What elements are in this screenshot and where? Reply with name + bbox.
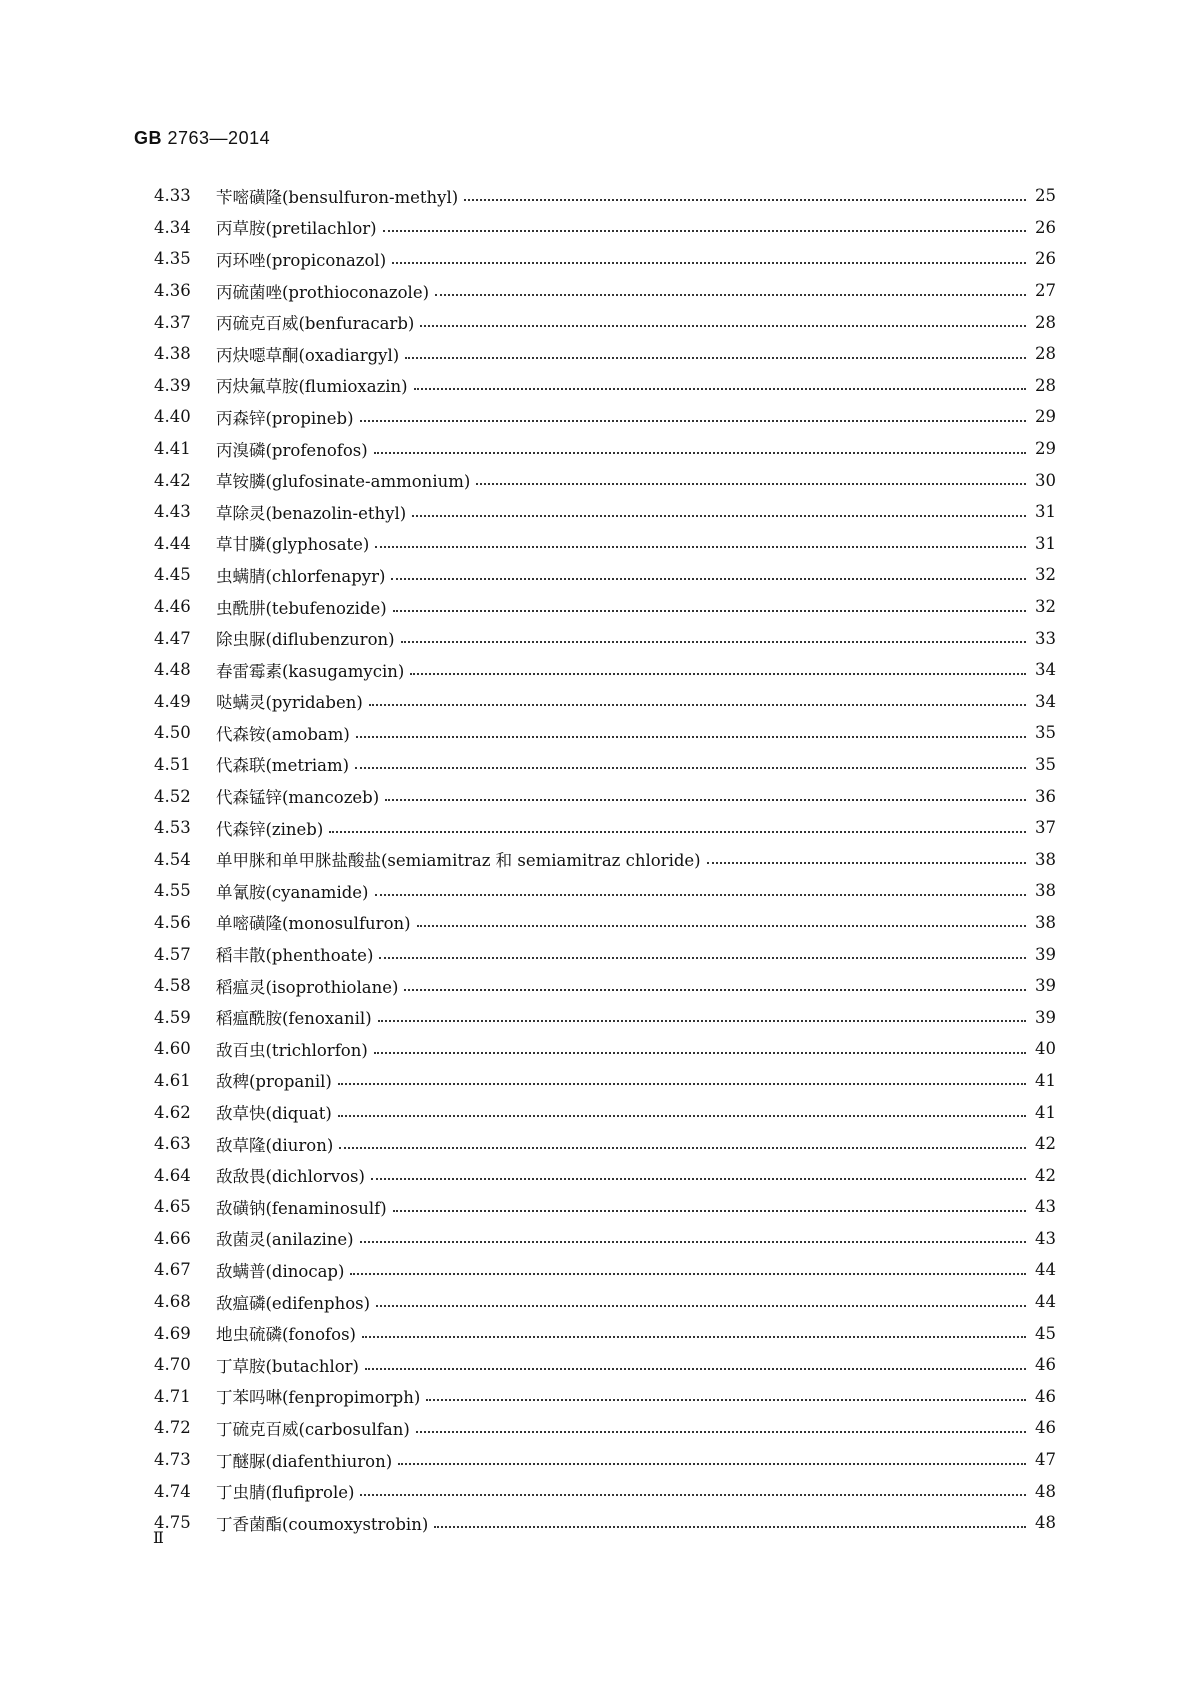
standard-number: 2763—2014 (167, 128, 271, 148)
toc-entry-page[interactable]: 31 (1035, 533, 1056, 553)
toc-entry[interactable] (154, 1317, 1056, 1349)
toc-entry-number: 4.44 (154, 533, 191, 553)
toc-entry-page[interactable]: 39 (1035, 976, 1056, 996)
toc-entry[interactable] (154, 1286, 1056, 1318)
toc-entry-page[interactable]: 29 (1035, 407, 1056, 427)
dot-leader (376, 1305, 1026, 1307)
dot-leader (355, 767, 1026, 769)
toc-entry[interactable] (154, 1033, 1056, 1065)
toc-entry-page[interactable]: 46 (1035, 1386, 1056, 1406)
toc-entry[interactable] (154, 622, 1056, 654)
toc-entry[interactable] (154, 843, 1056, 875)
toc-entry-number: 4.57 (154, 944, 191, 964)
dot-leader (350, 1273, 1026, 1275)
toc-entry-title[interactable]: 敌敌畏(dichlorvos) (216, 1167, 365, 1187)
toc-entry-number: 4.69 (154, 1323, 191, 1343)
dot-leader (360, 1494, 1026, 1496)
toc-entry-page[interactable]: 42 (1035, 1134, 1056, 1154)
toc-entry[interactable] (154, 686, 1056, 718)
dot-leader (426, 1399, 1026, 1401)
toc-entry-page[interactable]: 38 (1035, 912, 1056, 932)
toc-entry-number: 4.54 (154, 849, 191, 869)
toc-entry-number: 4.67 (154, 1260, 191, 1280)
toc-entry-page[interactable]: 43 (1035, 1228, 1056, 1248)
toc-entry-title[interactable]: 丙森锌(propineb) (216, 408, 354, 428)
toc-entry-number: 4.71 (154, 1386, 191, 1406)
toc-entry-page[interactable]: 28 (1035, 312, 1056, 332)
toc-entry-title[interactable]: 丁虫腈(flufiprole) (216, 1483, 355, 1503)
toc-entry[interactable] (154, 1096, 1056, 1128)
toc-entry-page[interactable]: 41 (1035, 1102, 1056, 1122)
dot-leader (371, 1178, 1026, 1180)
toc-entry[interactable] (154, 433, 1056, 465)
dot-leader (338, 1115, 1026, 1117)
toc-entry-title[interactable]: 虫螨腈(chlorfenapyr) (216, 566, 386, 586)
dot-leader (393, 610, 1026, 612)
toc-entry-title[interactable]: 代森锌(zineb) (216, 819, 324, 839)
toc-entry-page[interactable]: 40 (1035, 1039, 1056, 1059)
dot-leader (338, 1083, 1026, 1085)
dot-leader (356, 736, 1026, 738)
toc-entry[interactable] (154, 812, 1056, 844)
toc-entry-number: 4.42 (154, 470, 191, 490)
toc-entry[interactable] (154, 1001, 1056, 1033)
toc-entry-title[interactable]: 敌百虫(trichlorfon) (216, 1040, 368, 1060)
dot-leader (374, 452, 1026, 454)
toc-entry-number: 4.39 (154, 375, 191, 395)
dot-leader (417, 925, 1026, 927)
toc-entry-page[interactable]: 44 (1035, 1260, 1056, 1280)
toc-entry-page[interactable]: 47 (1035, 1450, 1056, 1470)
toc-entry[interactable] (154, 1381, 1056, 1413)
toc-entry[interactable] (154, 1349, 1056, 1381)
toc-entry-number: 4.65 (154, 1197, 191, 1217)
toc-entry-page[interactable]: 46 (1035, 1418, 1056, 1438)
toc-entry-title[interactable]: 丙环唑(propiconazol) (216, 250, 387, 270)
dot-leader (374, 1052, 1026, 1054)
toc-entry-title[interactable]: 丙草胺(pretilachlor) (216, 219, 377, 239)
toc-entry-number: 4.53 (154, 818, 191, 838)
dot-leader (434, 1526, 1026, 1528)
toc-entry[interactable] (154, 1412, 1056, 1444)
toc-entry-number: 4.48 (154, 660, 191, 680)
dot-leader (420, 325, 1026, 327)
toc-entry-title[interactable]: 除虫脲(diflubenzuron) (216, 630, 395, 650)
toc-entry-number: 4.36 (154, 281, 191, 301)
toc-entry-number: 4.37 (154, 312, 191, 332)
toc-entry-page[interactable]: 26 (1035, 217, 1056, 237)
dot-leader (416, 1431, 1026, 1433)
toc-entry-number: 4.66 (154, 1228, 191, 1248)
toc-entry-page[interactable]: 35 (1035, 723, 1056, 743)
toc-entry[interactable] (154, 907, 1056, 939)
toc-entry-title[interactable]: 丙硫菌唑(prothioconazole) (216, 282, 430, 302)
dot-leader (385, 799, 1026, 801)
toc-entry-page[interactable]: 46 (1035, 1355, 1056, 1375)
toc-entry[interactable] (154, 559, 1056, 591)
toc-entry-number: 4.55 (154, 881, 191, 901)
toc-entry[interactable] (154, 212, 1056, 244)
toc-entry[interactable] (154, 970, 1056, 1002)
toc-entry-number: 4.63 (154, 1134, 191, 1154)
toc-entry[interactable] (154, 1507, 1056, 1539)
toc-entry[interactable] (154, 370, 1056, 402)
toc-entry-page[interactable]: 42 (1035, 1165, 1056, 1185)
dot-leader (360, 1241, 1026, 1243)
toc-entry-title[interactable]: 苄嘧磺隆(bensulfuron-methyl) (216, 187, 459, 207)
toc-entry-number: 4.38 (154, 344, 191, 364)
dot-leader (707, 862, 1026, 864)
dot-leader (391, 578, 1026, 580)
toc-entry-page[interactable]: 39 (1035, 944, 1056, 964)
dot-leader (464, 199, 1026, 201)
toc-entry-page[interactable]: 43 (1035, 1197, 1056, 1217)
toc-entry-page[interactable]: 29 (1035, 439, 1056, 459)
dot-leader (375, 894, 1027, 896)
toc-entry-title[interactable]: 单嘧磺隆(monosulfuron) (216, 914, 411, 934)
toc-entry-title[interactable]: 稻瘟酰胺(fenoxanil) (216, 1009, 372, 1029)
toc-entry[interactable] (154, 1444, 1056, 1476)
toc-entry[interactable] (154, 1065, 1056, 1097)
toc-entry-page[interactable]: 44 (1035, 1292, 1056, 1312)
toc-entry-number: 4.46 (154, 597, 191, 617)
toc-entry[interactable] (154, 180, 1056, 212)
toc-entry[interactable] (154, 1223, 1056, 1255)
toc-entry[interactable] (154, 717, 1056, 749)
dot-leader (339, 1147, 1026, 1149)
toc-entry[interactable] (154, 749, 1056, 781)
dot-leader (405, 357, 1026, 359)
dot-leader (392, 262, 1026, 264)
toc-entry-number: 4.68 (154, 1292, 191, 1312)
dot-leader (375, 546, 1026, 548)
dot-leader (398, 1463, 1026, 1465)
toc-entry-page[interactable]: 26 (1035, 249, 1056, 269)
toc-entry-title[interactable]: 丁香菌酯(coumoxystrobin) (216, 1514, 429, 1534)
toc-entry-title[interactable]: 敌稗(propanil) (216, 1072, 332, 1092)
toc-entry-title[interactable]: 敌草快(diquat) (216, 1104, 332, 1124)
toc-entry-number: 4.70 (154, 1355, 191, 1375)
toc-entry-page[interactable]: 27 (1035, 281, 1056, 301)
toc-entry-title[interactable]: 春雷霉素(kasugamycin) (216, 661, 405, 681)
toc-entry-title[interactable]: 代森联(metriam) (216, 756, 350, 776)
dot-leader (412, 515, 1026, 517)
toc-entry-title[interactable]: 敌瘟磷(edifenphos) (216, 1293, 371, 1313)
toc-entry-title[interactable]: 代森铵(amobam) (216, 724, 350, 744)
toc-entry-title[interactable]: 丙硫克百威(benfuracarb) (216, 314, 415, 334)
toc-entry-page[interactable]: 38 (1035, 849, 1056, 869)
toc-entry-number: 4.51 (154, 754, 191, 774)
toc-entry-number: 4.49 (154, 691, 191, 711)
toc-entry-page[interactable]: 45 (1035, 1323, 1056, 1343)
toc-entry-title[interactable]: 虫酰肼(tebufenozide) (216, 598, 387, 618)
toc-entry-title[interactable]: 地虫硫磷(fonofos) (216, 1325, 356, 1345)
toc-entry-page[interactable]: 30 (1035, 470, 1056, 490)
toc-entry-title[interactable]: 草铵膦(glufosinate-ammonium) (216, 472, 471, 492)
dot-leader (393, 1210, 1026, 1212)
toc-entry-number: 4.56 (154, 912, 191, 932)
toc-entry-number: 4.52 (154, 786, 191, 806)
toc-entry-number: 4.61 (154, 1070, 191, 1090)
toc-entry[interactable] (154, 1128, 1056, 1160)
toc-entry-title[interactable]: 草除灵(benazolin-ethyl) (216, 503, 407, 523)
toc-entry-page[interactable]: 28 (1035, 344, 1056, 364)
standard-code: GB (134, 128, 162, 148)
toc-entry-number: 4.33 (154, 186, 191, 206)
toc-entry-page[interactable]: 41 (1035, 1070, 1056, 1090)
toc-entry[interactable] (154, 1159, 1056, 1191)
toc-entry-number: 4.73 (154, 1450, 191, 1470)
toc-entry[interactable] (154, 1191, 1056, 1223)
toc-entry[interactable] (154, 338, 1056, 370)
toc-entry[interactable] (154, 1254, 1056, 1286)
toc-entry[interactable] (154, 275, 1056, 307)
toc-entry-number: 4.64 (154, 1165, 191, 1185)
toc-entry-number: 4.40 (154, 407, 191, 427)
toc-entry-page[interactable]: 39 (1035, 1007, 1056, 1027)
dot-leader (383, 230, 1026, 232)
toc-entry-number: 4.41 (154, 439, 191, 459)
toc-entry-number: 4.75 (154, 1513, 191, 1533)
toc-entry-title[interactable]: 丁苯吗啉(fenpropimorph) (216, 1388, 421, 1408)
toc-entry-title[interactable]: 单甲脒和单甲脒盐酸盐(semiamitraz 和 semiamitraz chloride) (216, 851, 701, 871)
toc-entry-number: 4.60 (154, 1039, 191, 1059)
toc-entry-number: 4.59 (154, 1007, 191, 1027)
toc-entry-number: 4.50 (154, 723, 191, 743)
toc-entry[interactable] (154, 875, 1056, 907)
toc-entry[interactable] (154, 464, 1056, 496)
dot-leader (369, 704, 1026, 706)
toc-entry-title[interactable]: 稻瘟灵(isoprothiolane) (216, 977, 399, 997)
dot-leader (435, 294, 1026, 296)
toc-entry-page[interactable]: 25 (1035, 186, 1056, 206)
toc-entry-page[interactable]: 31 (1035, 502, 1056, 522)
toc-entry-number: 4.45 (154, 565, 191, 585)
toc-entry-title[interactable]: 丙溴磷(profenofos) (216, 440, 368, 460)
toc-entry[interactable] (154, 243, 1056, 275)
toc-entry-page[interactable]: 37 (1035, 818, 1056, 838)
dot-leader (410, 673, 1026, 675)
toc-entry-page[interactable]: 28 (1035, 375, 1056, 395)
dot-leader (329, 831, 1026, 833)
dot-leader (414, 388, 1026, 390)
dot-leader (404, 989, 1026, 991)
toc-entry-title[interactable]: 敌菌灵(anilazine) (216, 1230, 354, 1250)
toc-entry-title[interactable]: 敌螨普(dinocap) (216, 1261, 345, 1281)
toc-entry-page[interactable]: 35 (1035, 754, 1056, 774)
toc-entry-title[interactable]: 敌磺钠(fenaminosulf) (216, 1198, 387, 1218)
toc-entry-number: 4.43 (154, 502, 191, 522)
toc-entry-title[interactable]: 丁草胺(butachlor) (216, 1356, 359, 1376)
toc-entry[interactable] (154, 401, 1056, 433)
dot-leader (365, 1368, 1026, 1370)
toc-entry-number: 4.34 (154, 217, 191, 237)
toc-entry[interactable] (154, 528, 1056, 560)
dot-leader (379, 957, 1026, 959)
toc-entry[interactable] (154, 938, 1056, 970)
toc-entry-number: 4.58 (154, 976, 191, 996)
toc-entry-page[interactable]: 34 (1035, 691, 1056, 711)
toc-entry-title[interactable]: 哒螨灵(pyridaben) (216, 693, 363, 713)
toc-entry-number: 4.74 (154, 1481, 191, 1501)
dot-leader (401, 641, 1026, 643)
toc-entry-page[interactable]: 33 (1035, 628, 1056, 648)
toc-entry-title[interactable]: 丁醚脲(diafenthiuron) (216, 1451, 393, 1471)
toc-entry-page[interactable]: 48 (1035, 1513, 1056, 1533)
toc-entry-page[interactable]: 34 (1035, 660, 1056, 680)
table-of-contents (154, 180, 1056, 1539)
dot-leader (360, 420, 1026, 422)
toc-entry-title[interactable]: 草甘膦(glyphosate) (216, 535, 370, 555)
toc-entry[interactable] (154, 591, 1056, 623)
toc-entry-number: 4.62 (154, 1102, 191, 1122)
toc-entry-number: 4.47 (154, 628, 191, 648)
toc-entry-title[interactable]: 丙炔噁草酮(oxadiargyl) (216, 345, 400, 365)
dot-leader (378, 1020, 1026, 1022)
toc-entry-page[interactable]: 32 (1035, 597, 1056, 617)
toc-entry-number: 4.35 (154, 249, 191, 269)
toc-entry[interactable] (154, 496, 1056, 528)
toc-entry-title[interactable]: 敌草隆(diuron) (216, 1135, 334, 1155)
dot-leader (476, 483, 1026, 485)
toc-entry[interactable] (154, 780, 1056, 812)
toc-entry-page[interactable]: 32 (1035, 565, 1056, 585)
toc-entry[interactable] (154, 306, 1056, 338)
toc-entry-title[interactable]: 稻丰散(phenthoate) (216, 946, 374, 966)
toc-entry-title[interactable]: 代森锰锌(mancozeb) (216, 788, 380, 808)
toc-entry-title[interactable]: 单氰胺(cyanamide) (216, 882, 369, 902)
toc-entry-page[interactable]: 36 (1035, 786, 1056, 806)
document-header (134, 128, 270, 149)
dot-leader (362, 1336, 1026, 1338)
toc-entry[interactable] (154, 1475, 1056, 1507)
toc-entry[interactable] (154, 654, 1056, 686)
toc-entry-page[interactable]: 48 (1035, 1481, 1056, 1501)
toc-entry-title[interactable]: 丁硫克百威(carbosulfan) (216, 1419, 410, 1439)
toc-entry-title[interactable]: 丙炔氟草胺(flumioxazin) (216, 377, 408, 397)
page-number: Ⅱ (153, 1528, 164, 1547)
toc-entry-page[interactable]: 38 (1035, 881, 1056, 901)
toc-entry-number: 4.72 (154, 1418, 191, 1438)
